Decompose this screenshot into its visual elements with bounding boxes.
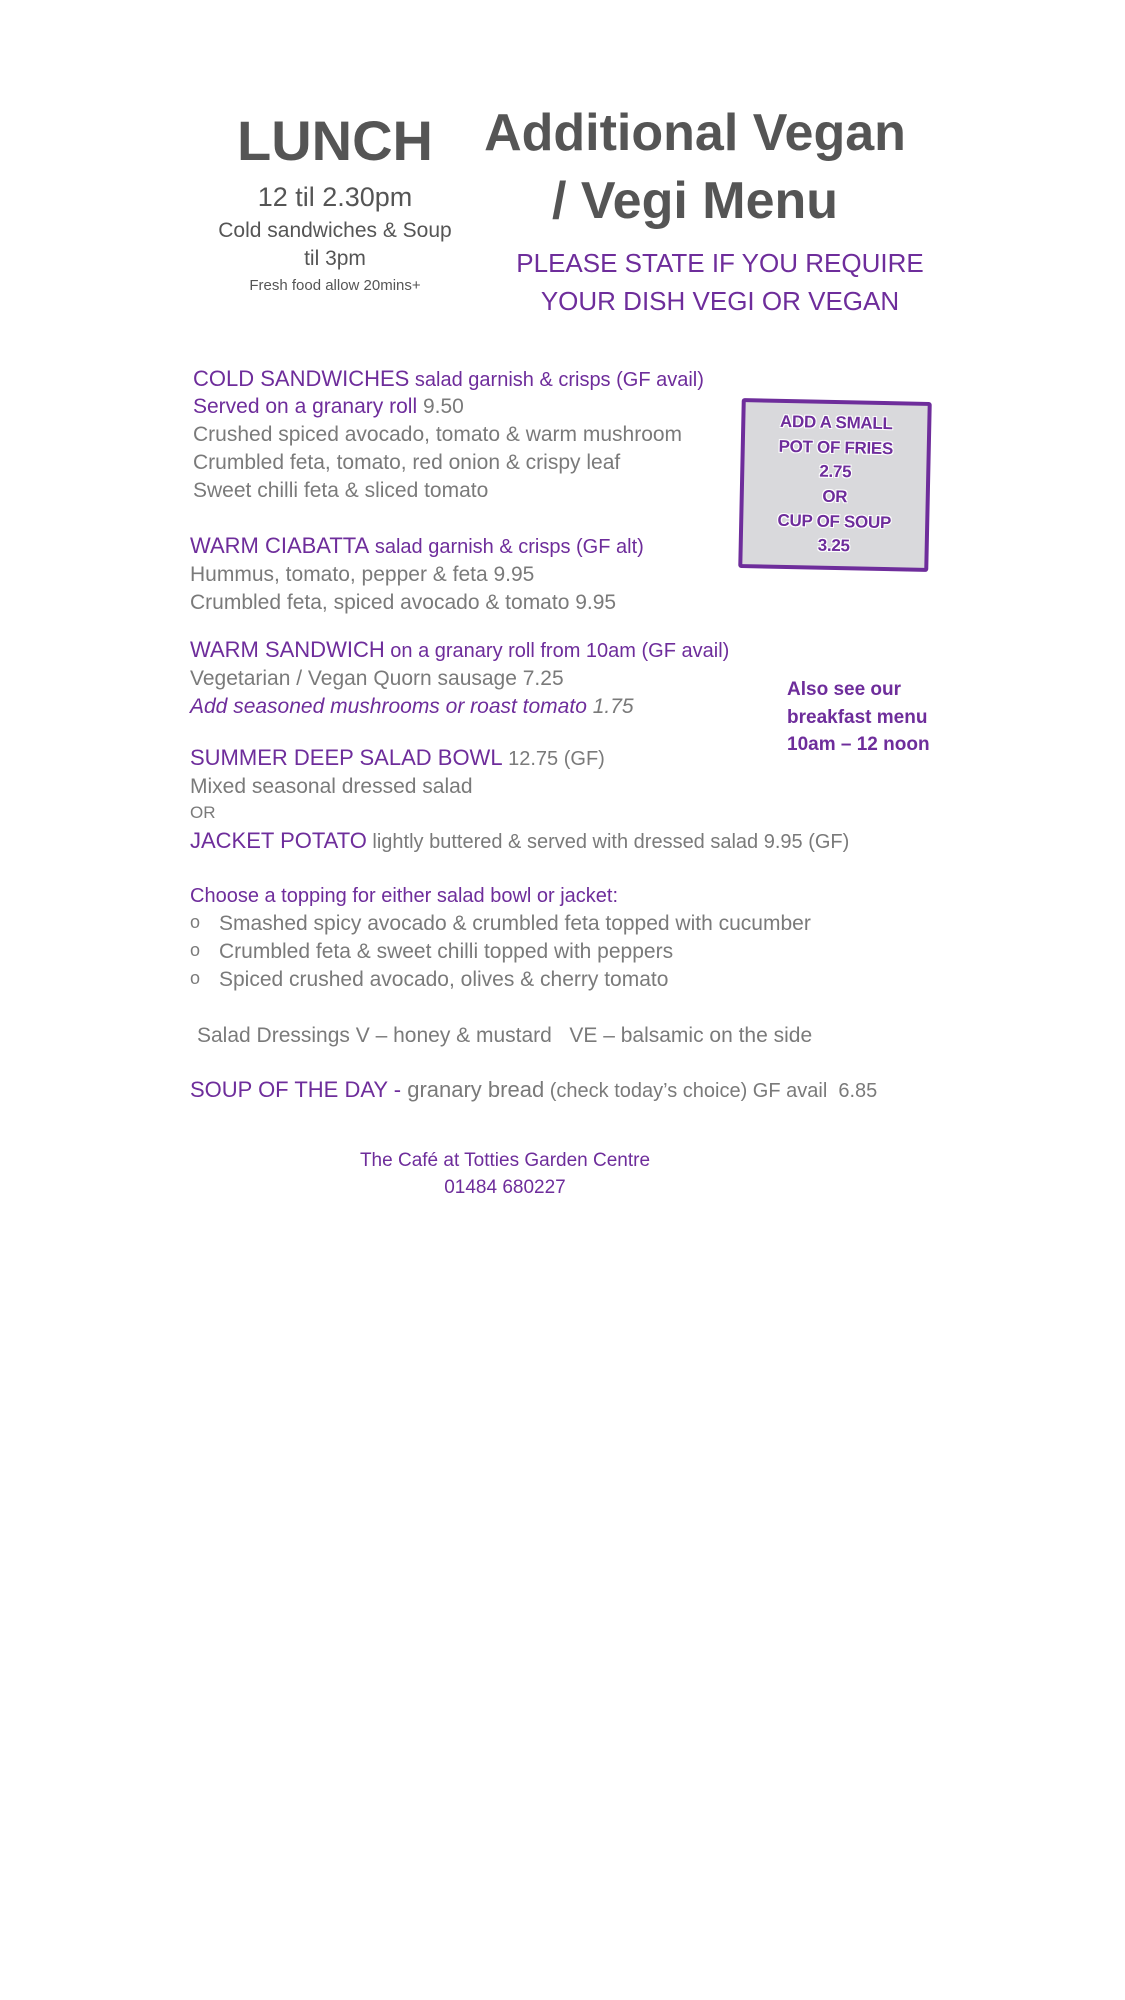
menu-title-block [470,100,920,235]
breakfast-line: 10am – 12 noon [787,734,930,756]
warm-sandwich-addon [190,694,634,719]
cold-sandwiches-detail: salad garnish & crisps (GF avail) [409,369,704,391]
notice-line1: PLEASE STATE IF YOU REQUIRE [516,248,924,278]
ciabatta-item: Crumbled feta, spiced avocado & tomato 9.95 [190,591,617,614]
box-line: OR [822,486,848,507]
warm-sandwich-detail: on a granary roll from 10am (GF avail) [384,640,730,662]
topping-text: Crumbled feta & sweet chilli topped with peppers [219,940,674,963]
toppings-heading: Choose a topping for either salad bowl or jacket: [190,885,619,907]
cold-sandwiches-price: 9.50 [417,395,464,418]
bullet-marker: o [190,968,201,988]
cafe-name: The Café at Totties Garden Centre [359,1150,651,1171]
bullet-marker: o [190,940,201,960]
soup-of-the-day [190,1077,877,1103]
warm-sandwich-heading [190,637,729,663]
topping-item [190,940,673,964]
warm-ciabatta-title: WARM CIABATTA [190,533,370,558]
cafe-phone: 01484 680227 [444,1176,566,1198]
box-line: CUP OF SOUP [777,510,892,532]
ciabatta-item: Hummus, tomato, pepper & feta 9.95 [190,563,535,586]
topping-item [190,968,668,992]
cold-sandwiches-served [193,394,464,419]
warm-ciabatta-heading [190,533,644,559]
soup-detail: (check today’s choice) GF avail 6.85 [544,1080,878,1102]
breakfast-line: Also see our [787,679,902,700]
topping-text: Smashed spicy avocado & crumbled feta topped with cucumber [219,912,811,935]
soup-title: SOUP OF THE DAY - [190,1077,402,1102]
jacket-potato-heading [190,828,849,854]
cold-sandwiches-heading [193,366,704,392]
box-line: POT OF FRIES [778,436,894,458]
warm-sandwich-title: WARM SANDWICH [190,637,385,662]
salad-dressings: Salad Dressings V – honey & mustard VE – balsamic on the side [197,1024,813,1047]
salad-or: OR [190,803,216,822]
lunch-note: Fresh food allow 20mins+ [249,276,421,294]
lunch-hours: 12 til 2.30pm [257,181,413,212]
addon-text: Add seasoned mushrooms or roast tomato [190,695,587,718]
topping-text: Spiced crushed avocado, olives & cherry tomato [219,968,669,991]
cold-sandwich-item: Sweet chilli feta & sliced tomato [193,479,489,502]
lunch-block [190,110,480,294]
salad-bowl-desc: Mixed seasonal dressed salad [190,775,473,798]
cold-sandwich-item: Crumbled feta, tomato, red onion & crispy leaf [193,451,621,474]
lunch-title: LUNCH [237,109,433,172]
warm-ciabatta-detail: salad garnish & crisps (GF alt) [369,536,644,558]
box-line: 2.75 [819,462,852,482]
salad-bowl-heading [190,745,605,771]
cold-sandwich-item: Crushed spiced avocado, tomato & warm mushroom [193,423,683,446]
cold-sandwiches-title: COLD SANDWICHES [193,366,410,391]
topping-item [190,912,811,936]
menu-title-line1: Additional Vegan [484,104,906,162]
addon-price: 1.75 [586,695,634,718]
soup-bread: granary bread [401,1077,545,1102]
lunch-til: til 3pm [304,246,366,270]
fries-soup-box [738,398,932,572]
footer [330,1148,680,1201]
notice-line2: YOUR DISH VEGI OR VEGAN [540,285,900,316]
jacket-potato-title: JACKET POTATO [190,828,367,853]
menu-title-line2: / Vegi Menu [551,171,839,230]
warm-sandwich-item: Vegetarian / Vegan Quorn sausage 7.25 [190,667,564,690]
jacket-potato-detail: lightly buttered & served with dressed salad 9.95 (GF) [366,831,850,853]
lunch-sandwich-soup: Cold sandwiches & Soup [218,218,452,242]
salad-bowl-title: SUMMER DEEP SALAD BOWL [190,745,503,770]
breakfast-note [787,676,930,759]
bullet-marker: o [190,912,201,932]
box-line: 3.25 [817,535,850,556]
breakfast-line: breakfast menu [787,706,928,728]
salad-bowl-price: 12.75 (GF) [502,748,605,770]
served-on-roll: Served on a granary roll [193,395,418,418]
box-line: ADD A SMALL [779,411,893,434]
vegi-notice [500,245,940,320]
